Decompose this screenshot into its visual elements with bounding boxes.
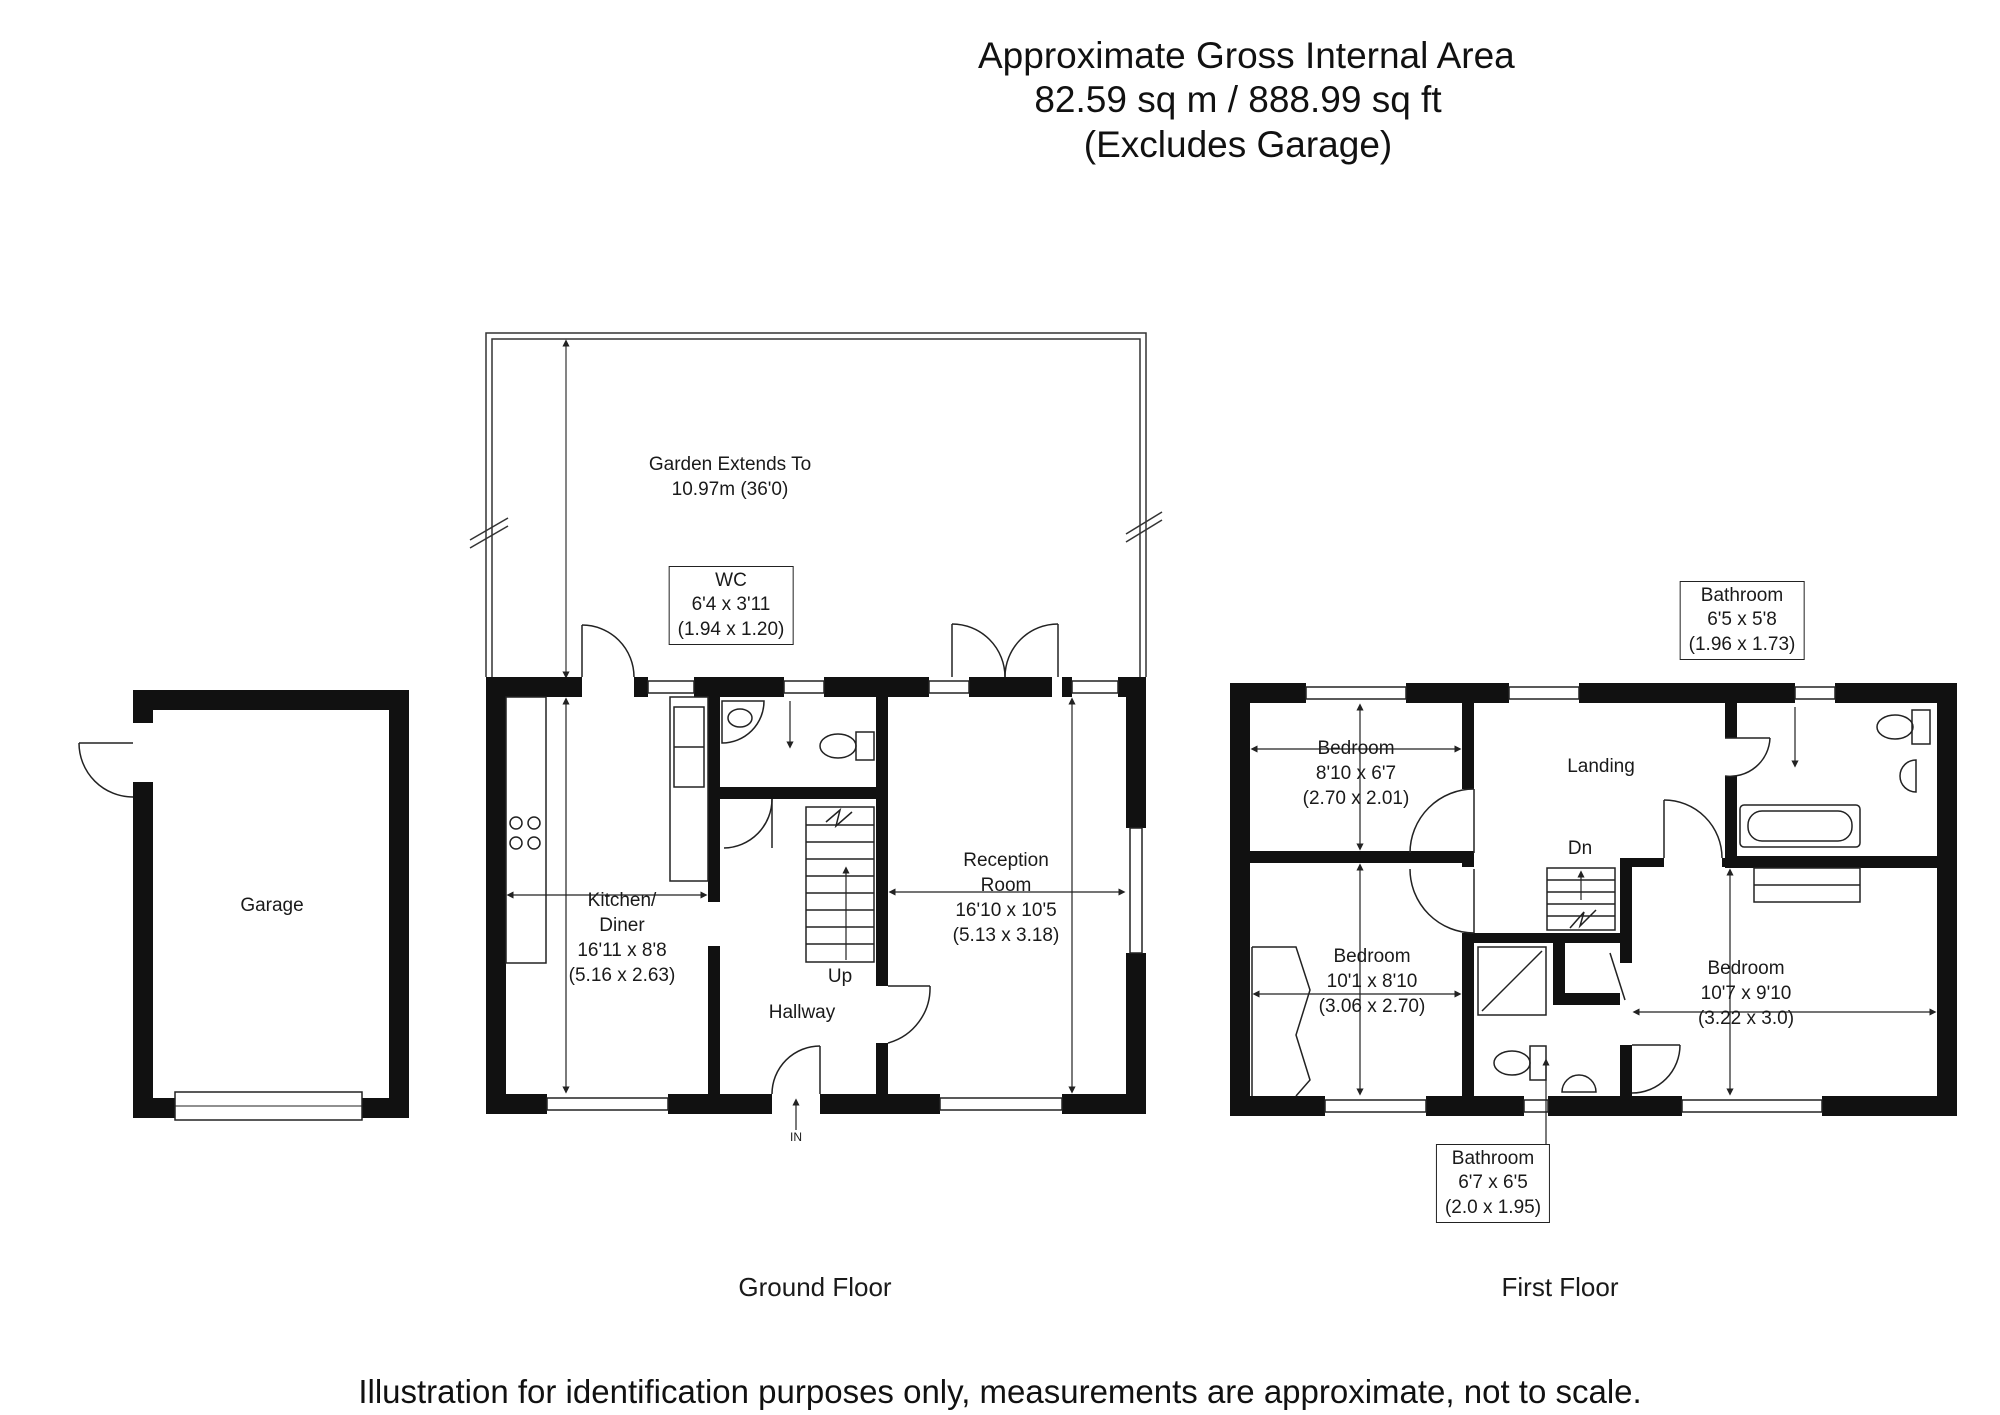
reception-name-2: Room	[980, 875, 1032, 897]
wc-label	[669, 566, 794, 645]
kitchen-name-2: Diner	[599, 915, 645, 937]
garage-label	[212, 893, 332, 918]
entrance-label	[781, 1130, 811, 1146]
bathroom-lower-imperial: 6'7 x 6'5	[1458, 1172, 1528, 1194]
landing-label	[1541, 754, 1661, 779]
first-floor-text: First Floor	[1501, 1272, 1619, 1302]
reception-metric: (5.13 x 3.18)	[952, 925, 1060, 947]
kitchen-metric: (5.16 x 2.63)	[568, 965, 676, 987]
bathroom-lower-metric: (2.0 x 1.95)	[1444, 1196, 1542, 1218]
bathroom-upper-name: Bathroom	[1700, 585, 1784, 606]
reception-label	[926, 848, 1086, 948]
bedroom-2-name: Bedroom	[1333, 946, 1411, 967]
bedroom-1-label	[1281, 736, 1431, 811]
wc-name: WC	[715, 570, 747, 591]
wc-metric: (1.94 x 1.20)	[677, 618, 785, 640]
reception-imperial: 16'10 x 10'5	[955, 900, 1057, 922]
bathroom-lower-name: Bathroom	[1451, 1148, 1535, 1169]
first-floor-caption	[1450, 1270, 1670, 1304]
bathroom-upper-metric: (1.96 x 1.73)	[1688, 633, 1796, 655]
wc-imperial: 6'4 x 3'11	[691, 594, 771, 616]
bedroom-1-name: Bedroom	[1317, 738, 1395, 759]
bedroom-1-metric: (2.70 x 2.01)	[1302, 788, 1410, 810]
kitchen-label	[552, 888, 692, 988]
area-value: 82.59 sq m / 888.99 sq ft	[1034, 79, 1442, 121]
hallway-label	[752, 1000, 852, 1025]
entrance-text: IN	[790, 1130, 802, 1144]
stairs-up-text: Up	[827, 966, 853, 987]
bedroom-3-metric: (3.22 x 3.0)	[1697, 1008, 1795, 1030]
bedroom-3-name: Bedroom	[1707, 958, 1785, 979]
reception-name-1: Reception	[963, 850, 1049, 871]
garden-size: 10.97m (36'0)	[671, 479, 789, 501]
landing-name: Landing	[1567, 756, 1635, 777]
area-summary	[978, 34, 1515, 167]
disclaimer	[300, 1370, 1700, 1414]
bedroom-3-label	[1671, 956, 1821, 1031]
bathroom-lower-label	[1436, 1144, 1550, 1223]
hallway-name: Hallway	[768, 1002, 836, 1023]
bedroom-2-imperial: 10'1 x 8'10	[1326, 971, 1418, 993]
kitchen-imperial: 16'11 x 8'8	[577, 940, 667, 962]
garden-label	[630, 452, 830, 502]
stairs-up-label	[820, 964, 860, 989]
bedroom-3-imperial: 10'7 x 9'10	[1700, 983, 1792, 1005]
ground-floor-text: Ground Floor	[738, 1272, 892, 1302]
bathroom-upper-imperial: 6'5 x 5'8	[1707, 609, 1777, 631]
garden-title: Garden Extends To	[648, 454, 812, 475]
stairs-down-text: Dn	[1567, 838, 1593, 859]
bedroom-2-metric: (3.06 x 2.70)	[1318, 996, 1426, 1018]
area-title: Approximate Gross Internal Area	[978, 35, 1515, 76]
garage-name: Garage	[240, 895, 304, 916]
bedroom-2-label	[1297, 944, 1447, 1019]
area-note: (Excludes Garage)	[1083, 123, 1393, 165]
ground-floor-caption	[695, 1270, 935, 1304]
bathroom-upper-label	[1680, 581, 1805, 660]
disclaimer-text: Illustration for identification purposes only, measurements are approximate, not to scale.	[358, 1373, 1642, 1410]
kitchen-name-1: Kitchen/	[587, 890, 657, 911]
stairs-down-label	[1560, 836, 1600, 861]
bedroom-1-imperial: 8'10 x 6'7	[1315, 763, 1397, 785]
